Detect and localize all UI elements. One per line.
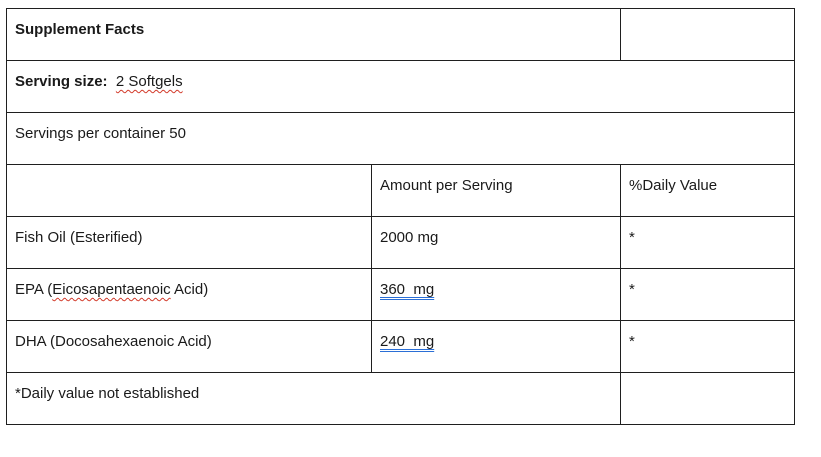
- nutrient-dv-cell[interactable]: [621, 217, 795, 269]
- serving-size-value: 2 Softgels: [115, 73, 183, 90]
- header-row: [7, 165, 795, 217]
- footnote-row: [7, 373, 795, 425]
- nutrient-dv: *: [629, 229, 635, 246]
- servings-per-container-row: [7, 113, 795, 165]
- nutrient-dv-cell[interactable]: [621, 321, 795, 373]
- table-row: [7, 321, 795, 373]
- nutrient-amount: 360 mg: [380, 281, 435, 298]
- supplement-facts-table: [6, 8, 795, 425]
- nutrient-name-cell[interactable]: [7, 269, 372, 321]
- nutrient-name-cell[interactable]: [7, 321, 372, 373]
- header-dv-cell[interactable]: [621, 165, 795, 217]
- nutrient-amount-cell[interactable]: [372, 321, 621, 373]
- footnote: *Daily value not established: [15, 385, 200, 402]
- footnote-cell[interactable]: [7, 373, 621, 425]
- nutrient-amount: 2000 mg: [380, 229, 439, 246]
- table-title: Supplement Facts: [15, 21, 145, 38]
- nutrient-name: DHA (Docosahexaenoic Acid): [15, 333, 212, 350]
- nutrient-name-suffix: Acid): [170, 281, 209, 298]
- nutrient-dv: *: [629, 281, 635, 298]
- header-empty-cell[interactable]: [7, 165, 372, 217]
- nutrient-dv-cell[interactable]: [621, 269, 795, 321]
- nutrient-name: Fish Oil (Esterified): [15, 229, 143, 246]
- nutrient-amount-cell[interactable]: [372, 269, 621, 321]
- nutrient-name-misspelled: Eicosapentaenoic: [52, 281, 171, 298]
- table-row: [7, 269, 795, 321]
- serving-size-label: Serving size:: [15, 73, 108, 90]
- serving-size-row: [7, 61, 795, 113]
- title-side-cell[interactable]: [621, 9, 795, 61]
- nutrient-name: [15, 269, 208, 298]
- title-cell[interactable]: [7, 9, 621, 61]
- nutrient-amount: 240 mg: [380, 333, 435, 350]
- table-row: [7, 217, 795, 269]
- servings-per-container: Servings per container 50: [15, 125, 186, 142]
- title-row: [7, 9, 795, 61]
- header-amount-cell[interactable]: [372, 165, 621, 217]
- header-amount: Amount per Serving: [380, 177, 513, 194]
- nutrient-name-cell[interactable]: [7, 217, 372, 269]
- header-daily-value: %Daily Value: [629, 177, 718, 194]
- nutrient-amount-cell[interactable]: [372, 217, 621, 269]
- servings-per-container-cell[interactable]: [7, 113, 795, 165]
- serving-size-cell[interactable]: [7, 61, 795, 113]
- nutrient-dv: *: [629, 333, 635, 350]
- nutrient-name-prefix: EPA (: [15, 281, 53, 298]
- footnote-side-cell[interactable]: [621, 373, 795, 425]
